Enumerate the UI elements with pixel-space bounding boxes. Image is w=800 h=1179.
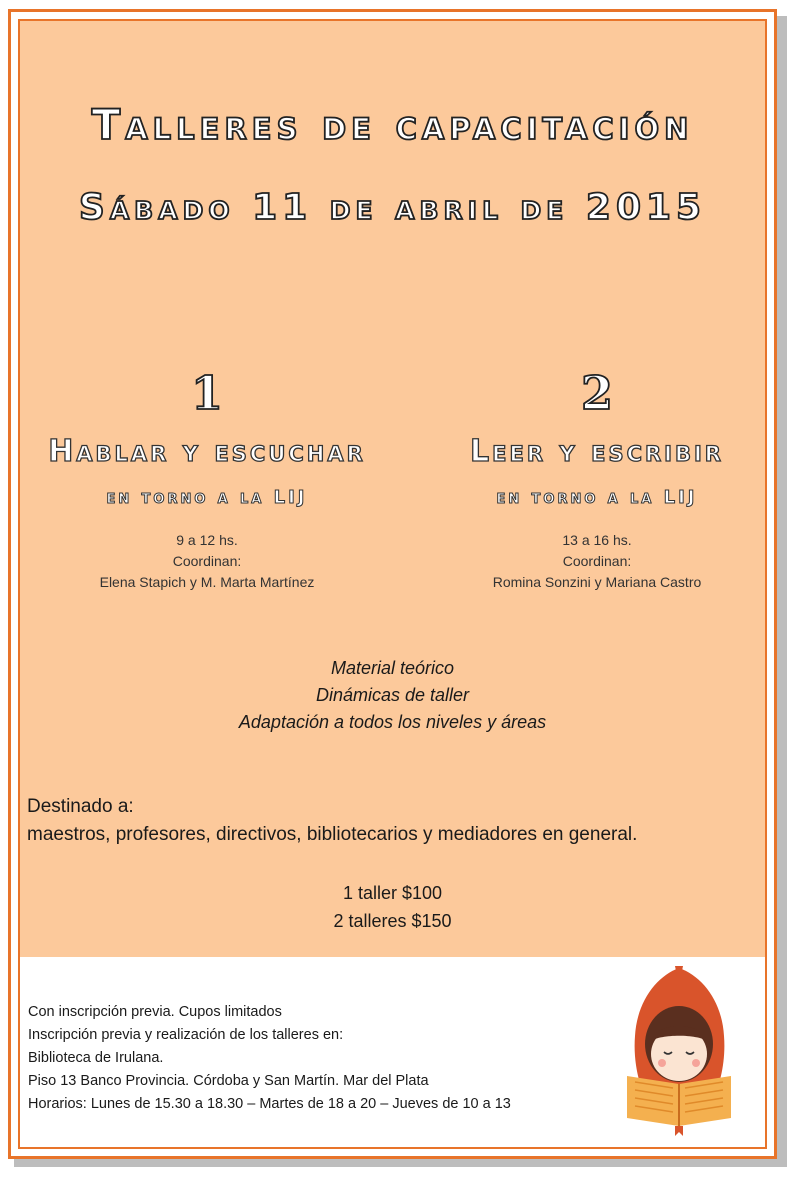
workshop-schedule: 9 a 12 hs.: [176, 532, 238, 548]
coordinators-names: Elena Stapich y M. Marta Martínez: [99, 574, 315, 590]
workshop-info: [18, 530, 402, 593]
price-item: 1 taller $100: [342, 883, 443, 903]
workshop-subtitle: en torno a la LIJ: [496, 487, 698, 508]
feature-item: Adaptación a todos los niveles y áreas: [238, 712, 547, 732]
workshop-number: 1: [190, 366, 223, 420]
feature-item: Dinámicas de taller: [315, 685, 470, 705]
features-list: [20, 655, 765, 736]
price-item: 2 talleres $150: [333, 911, 452, 931]
workshop-title: Leer y escribir: [470, 434, 724, 469]
coordinators-label: Coordinan:: [172, 553, 242, 569]
event-date: Sábado 11 de abril de 2015: [78, 187, 707, 228]
footer-line: Inscripción previa y realización de los talleres en:: [28, 1027, 344, 1043]
feature-item: Material teórico: [330, 658, 455, 678]
footer-line: Piso 13 Banco Provincia. Córdoba y San Martín. Mar del Plata: [28, 1073, 429, 1089]
audience-block: [27, 793, 765, 849]
poster-inner-border: [18, 19, 767, 1149]
audience-label: Destinado a:: [27, 796, 134, 817]
workshop-schedule: 13 a 16 hs.: [562, 532, 632, 548]
poster-frame: [8, 9, 777, 1159]
workshop-title: Hablar y escuchar: [48, 434, 366, 469]
workshop-2: [402, 356, 767, 593]
workshop-number: 2: [580, 366, 613, 420]
footer-info: [28, 1001, 511, 1116]
footer-line: Horarios: Lunes de 15.30 a 18.30 – Martes de 18 a 20 – Jueves de 10 a 13: [28, 1096, 511, 1112]
poster-title: Talleres de capacitación: [91, 100, 694, 149]
workshop-1: [18, 356, 402, 593]
coordinators-names: Romina Sonzini y Mariana Castro: [492, 574, 702, 590]
footer-line: Biblioteca de Irulana.: [28, 1050, 164, 1066]
audience-text: maestros, profesores, directivos, bibliotecarios y mediadores en general.: [27, 824, 638, 845]
coordinators-label: Coordinan:: [562, 553, 632, 569]
peach-panel: [20, 21, 765, 957]
footer-line: Con inscripción previa. Cupos limitados: [28, 1004, 282, 1020]
workshop-info: [402, 530, 767, 593]
girl-reading-book-icon: [617, 966, 742, 1136]
workshop-subtitle: en torno a la LIJ: [106, 487, 308, 508]
prices-block: [20, 879, 765, 935]
